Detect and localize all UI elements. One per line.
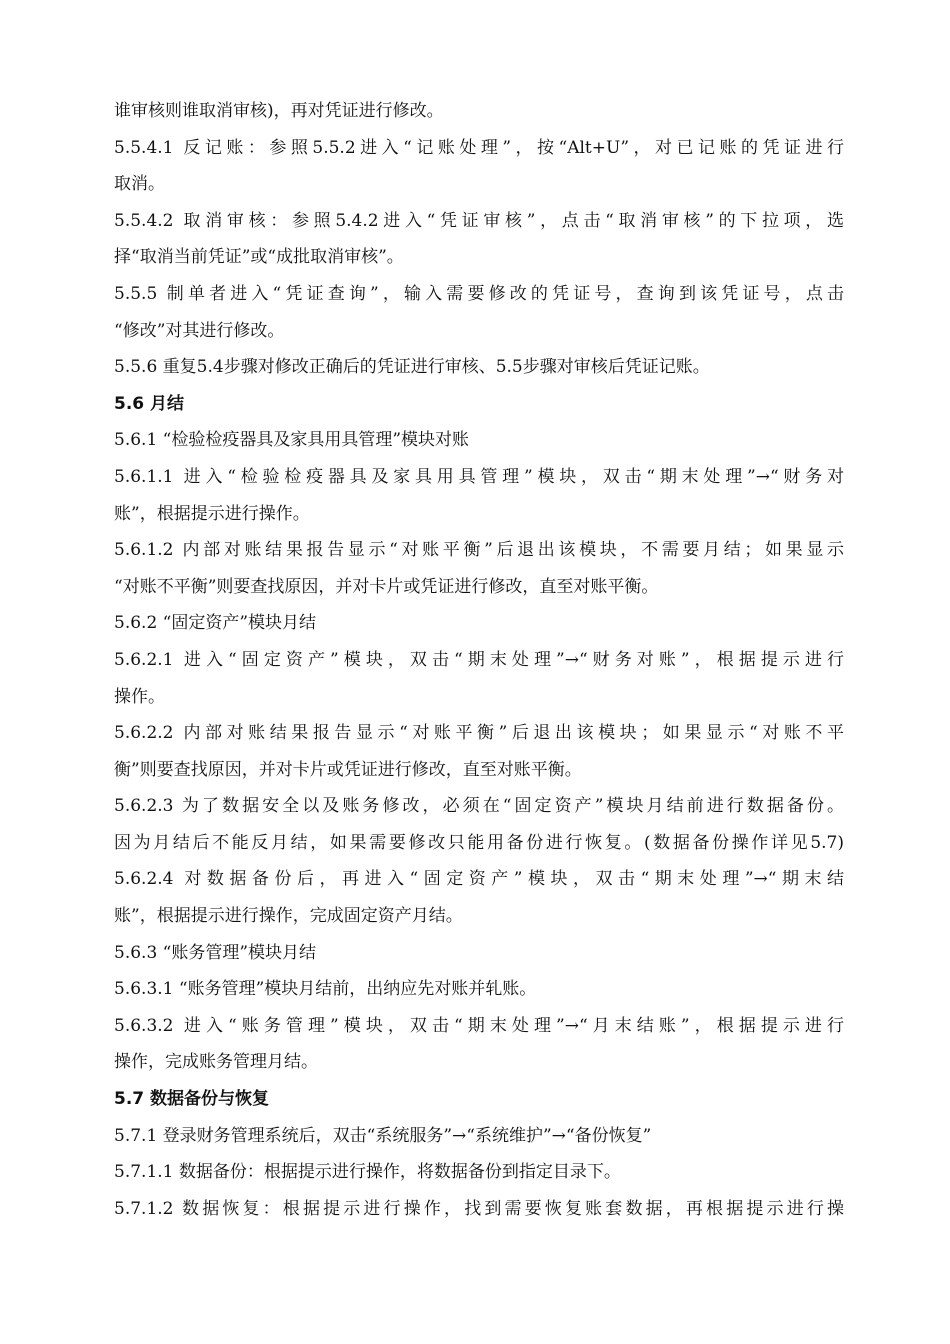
paragraph-line: 5.6.2.1 进入“固定资产”模块，双击“期末处理”→“财务对账”，根据提示进行	[114, 649, 844, 670]
paragraph-line: 5.7.1.1 数据备份：根据提示进行操作，将数据备份到指定目录下。	[114, 1162, 621, 1183]
paragraph-line: 衡”则要查找原因，并对卡片或凭证进行修改，直至对账平衡。	[114, 759, 582, 780]
paragraph-line: 5.6.1.1 进入“检验检疫器具及家具用具管理”模块，双击“期末处理”→“财务对	[114, 466, 844, 487]
subsection-heading: 5.6.3 “账务管理”模块月结	[114, 942, 317, 963]
subsection-heading: 5.6.2 “固定资产”模块月结	[114, 613, 317, 634]
paragraph-line: “对账不平衡”则要查找原因，并对卡片或凭证进行修改，直至对账平衡。	[114, 576, 659, 597]
paragraph-line: 因为月结后不能反月结，如果需要修改只能用备份进行恢复。(数据备份操作详见5.7)	[114, 832, 844, 853]
paragraph-line: 5.6.2.3 为了数据安全以及账务修改，必须在“固定资产”模块月结前进行数据备份。	[114, 796, 844, 817]
paragraph-line: 5.5.4.2 取消审核：参照5.4.2进入“凭证审核”，点击“取消审核”的下拉项，选	[114, 210, 844, 231]
paragraph-line: 5.6.3.2 进入“账务管理”模块，双击“期末处理”→“月末结账”，根据提示进行	[114, 1015, 844, 1036]
paragraph-line: 5.7.1 登录财务管理系统后，双击“系统服务”→“系统维护”→“备份恢复”	[114, 1125, 652, 1146]
paragraph-line: 5.6.2.4 对数据备份后，再进入“固定资产”模块，双击“期末处理”→“期末结	[114, 869, 844, 890]
paragraph-line: 账”，根据提示进行操作。	[114, 503, 310, 524]
document-page	[114, 93, 844, 1227]
paragraph-line: 5.6.1.2 内部对账结果报告显示“对账平衡”后退出该模块，不需要月结；如果显示	[114, 540, 844, 561]
paragraph-line: 5.6.3.1 “账务管理”模块月结前，出纳应先对账并轧账。	[114, 979, 537, 1000]
paragraph-line: 谁审核则谁取消审核)，再对凭证进行修改。	[114, 101, 444, 121]
paragraph-line: “修改”对其进行修改。	[114, 320, 285, 341]
paragraph-line: 择“取消当前凭证”或“成批取消审核”。	[114, 247, 404, 268]
section-heading: 5.6 月结	[114, 393, 185, 414]
subsection-heading: 5.6.1 “检验检疫器具及家具用具管理”模块对账	[114, 430, 470, 451]
paragraph-line: 5.7.1.2 数据恢复：根据提示进行操作，找到需要恢复账套数据，再根据提示进行操	[114, 1198, 844, 1219]
paragraph-line: 操作。	[114, 686, 165, 707]
paragraph-line: 取消。	[114, 174, 165, 195]
paragraph-line: 5.6.2.2 内部对账结果报告显示“对账平衡”后退出该模块；如果显示“对账不平	[114, 723, 844, 744]
paragraph-line: 5.5.5 制单者进入“凭证查询”，输入需要修改的凭证号，查询到该凭证号，点击	[114, 283, 844, 304]
paragraph-line: 账”，根据提示进行操作，完成固定资产月结。	[114, 906, 463, 927]
paragraph-line: 5.5.4.1 反记账：参照5.5.2进入“记账处理”，按“Alt+U”，对已记账的凭证进行	[114, 137, 844, 158]
paragraph-line: 5.5.6 重复5.4步骤对修改正确后的凭证进行审核、5.5步骤对审核后凭证记账。	[114, 357, 710, 378]
section-heading: 5.7 数据备份与恢复	[114, 1089, 270, 1110]
paragraph-line: 操作，完成账务管理月结。	[114, 1052, 318, 1073]
